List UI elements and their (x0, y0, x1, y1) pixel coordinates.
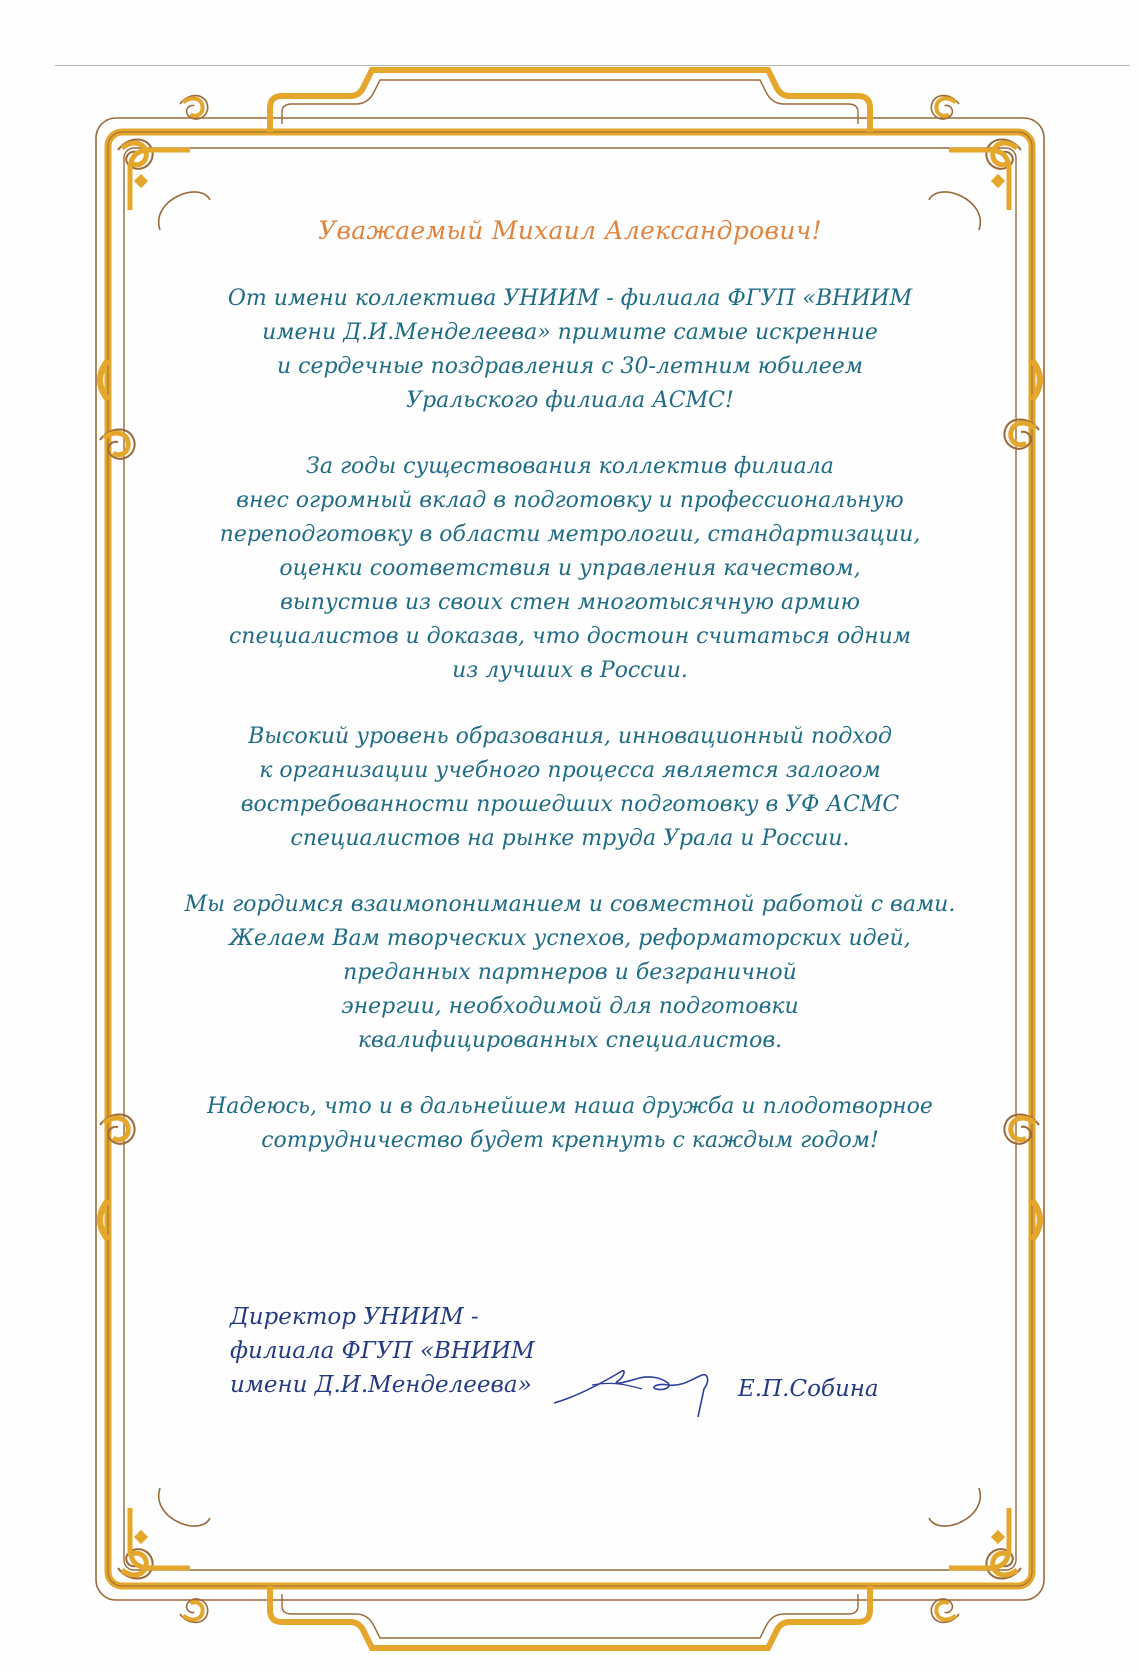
corner-ornament-bottom-right (929, 1488, 1021, 1622)
text-line: Желаем Вам творческих успехов, реформаторских идей, (229, 926, 911, 951)
signer-title-line: имени Д.И.Менделеева» (230, 1372, 532, 1398)
letter-body (150, 216, 990, 1190)
text-line: За годы существования коллектив филиала (306, 454, 834, 479)
text-line: выпустив из своих стен многотысячную армию (280, 590, 860, 615)
text-line: преданных партнеров и безграничной (343, 960, 797, 985)
text-line: переподготовку в области метрологии, стандартизации, (219, 522, 921, 547)
text-line: Уральского филиала АСМС! (406, 388, 734, 413)
signer-title-line: Директор УНИИМ - (230, 1304, 479, 1330)
signer-title-line: филиала ФГУП «ВНИИМ (230, 1338, 535, 1364)
paragraph-history (150, 450, 990, 688)
text-line: внес огромный вклад в подготовку и профессиональную (236, 488, 904, 513)
text-line: квалифицированных специалистов. (357, 1028, 783, 1053)
greeting: Уважаемый Михаил Александрович! (318, 216, 822, 245)
corner-ornament-bottom-left (118, 1488, 210, 1622)
handwritten-signature (552, 1355, 752, 1425)
text-line: Мы гордимся взаимопониманием и совместной работой с вами. (184, 892, 956, 917)
text-line: и сердечные поздравления с 30-летним юбилеем (276, 354, 864, 379)
corner-ornament-top-right (929, 96, 1021, 230)
text-line: энергии, необходимой для подготовки (341, 994, 799, 1019)
text-line: От имени коллектива УНИИМ - филиала ФГУП «ВНИИМ (227, 286, 913, 311)
paragraph-closing (150, 1090, 990, 1158)
paragraph-congratulations (150, 282, 990, 418)
text-line: Надеюсь, что и в дальнейшем наша дружба и плодотворное (207, 1094, 933, 1119)
text-line: к организации учебного процесса является залогом (259, 758, 881, 783)
paragraph-wishes (150, 888, 990, 1058)
text-line: сотрудничество будет крепнуть с каждым годом! (261, 1128, 879, 1153)
text-line: специалистов на рынке труда Урала и России. (290, 826, 850, 851)
text-line: имени Д.И.Менделеева» примите самые искренние (262, 320, 878, 345)
corner-ornament-top-left (118, 96, 210, 230)
text-line: оценки соответствия и управления качеством, (279, 556, 861, 581)
signature-block (230, 1300, 535, 1402)
text-line: Высокий уровень образования, инновационный подход (248, 724, 892, 749)
text-line: специалистов и доказав, что достоин считаться одним (228, 624, 912, 649)
signer-name: Е.П.Собина (738, 1376, 879, 1402)
text-line: востребованности прошедших подготовку в УФ АСМС (240, 792, 900, 817)
text-line: из лучших в России. (452, 658, 688, 683)
paragraph-education (150, 720, 990, 856)
